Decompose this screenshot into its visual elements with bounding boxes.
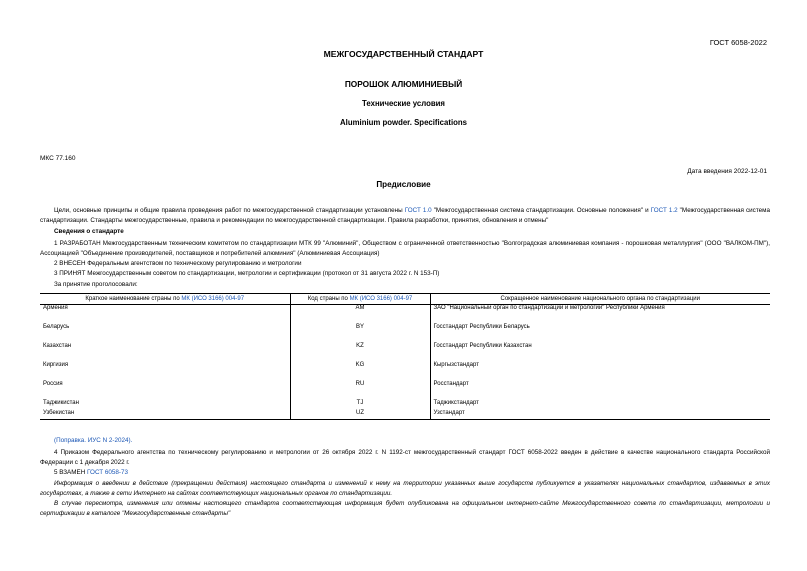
table-row	[40, 305, 770, 324]
amendment-link[interactable]: (Поправка. ИУС N 2-2024).	[54, 437, 133, 444]
table-row	[40, 381, 770, 400]
country-cell: Беларусь	[43, 323, 70, 330]
table-row	[40, 410, 770, 420]
code-cell: KZ	[290, 343, 430, 362]
table-header-row	[40, 294, 770, 305]
item-4-order: 4 Приказом Федерального агентства по техническому регулированию и метрологии от 26 октября 2022 г. N 1192-ст межгосударственный стандарт ГОСТ 6058-2022 введен в действие в качестве национального стандарта Российской Федерации с 1 декабря 2022 г.	[40, 449, 770, 466]
mks-code: МКС 77.160	[40, 155, 76, 162]
p1-text-a: Цели, основные принципы и общие правила проведения работ по межгосударственной стандартизации установлены	[54, 207, 405, 214]
gost-1-2-link[interactable]: ГОСТ 1.2	[650, 207, 678, 214]
header-country-name	[40, 294, 290, 305]
header-country-code	[290, 294, 430, 305]
item-5-text: 5 ВЗАМЕН	[54, 469, 87, 476]
mk-iso-link-2[interactable]: МК (ИСО 3166) 004-97	[349, 296, 413, 302]
info-paragraph-publication: Информация о введении в действие (прекращении действия) настоящего стандарта и изменений к нему на территории указанных выше государств публикуется в указателях национальных стандартов, издаваемых в этих государствах, а также в сети Интернет на сайтах соответствующих национальных органов по стандартизации.	[40, 480, 770, 497]
country-cell: Узбекистан	[40, 410, 290, 420]
header-code-text: Код страны по	[307, 296, 350, 302]
body-cell: Росстандарт	[433, 380, 469, 387]
table-row	[40, 362, 770, 381]
item-5-replaces	[40, 468, 770, 478]
standard-type-heading: МЕЖГОСУДАРСТВЕННЫЙ СТАНДАРТ	[323, 49, 484, 59]
table-row	[40, 343, 770, 362]
p1-text-b: "Межгосударственная система стандартизации. Основные положения" и	[431, 207, 651, 214]
table-row	[40, 324, 770, 343]
body-cell: Госстандарт Республики Казахстан	[433, 342, 532, 349]
p1-text-c: "Межгосударственная система стандартизации. Стандарты межгосударственные, правила и рекомендации по межгосударственной стандартизации. Правила разработки, принятия, обновления и отмены"	[40, 207, 770, 224]
document-subtitle: Технические условия	[362, 99, 445, 108]
info-paragraph-revision: В случае пересмотра, изменения или отмены настоящего стандарта соответствующая информация будет опубликована на официальном интернет-сайте Межгосударственного совета по стандартизации, метрологии и сертификации в каталоге "Межгосударственные стандарты"	[40, 500, 770, 517]
amendment-note	[40, 436, 770, 446]
foreword-paragraph-1	[40, 206, 770, 225]
document-title: ПОРОШОК АЛЮМИНИЕВЫЙ	[344, 79, 463, 89]
code-cell: UZ	[290, 410, 430, 420]
body-cell: Кыргызстандарт	[433, 361, 479, 368]
item-1-developed: 1 РАЗРАБОТАН Межгосударственным техническим комитетом по стандартизации МТК 99 "Алюминий", Обществом с ограниченной ответственностью "Волгоградская алюминиевая компания - порошковая металлургия" (ООО "ВАЛКОМ-ПМ"), Ассоциацией "Объединение производителей, поставщиков и потребителей алюминия" (Алюминиевая Ассоциация)	[40, 240, 770, 257]
country-cell: Киргизия	[43, 361, 69, 368]
country-cell: Россия	[43, 380, 63, 387]
country-cell: Армения	[43, 305, 68, 311]
country-cell: Таджикистан	[43, 399, 79, 406]
info-heading: Сведения о стандарте	[54, 228, 124, 235]
header-country-text: Краткое наименование страны по	[85, 296, 182, 302]
mk-iso-link-1[interactable]: МК (ИСО 3166) 004-97	[181, 296, 245, 302]
item-3-adopted: 3 ПРИНЯТ Межгосударственным советом по стандартизации, метрологии и сертификации (протокол от 31 августа 2022 г. N 153-П)	[54, 270, 440, 277]
code-cell: RU	[290, 381, 430, 400]
code-cell: AM	[290, 305, 430, 324]
body-cell: Госстандарт Республики Беларусь	[433, 323, 530, 330]
code-cell: KG	[290, 362, 430, 381]
code-cell: TJ	[290, 400, 430, 410]
code-cell: BY	[290, 324, 430, 343]
document-code: ГОСТ 6058-2022	[709, 38, 767, 47]
table-row	[40, 400, 770, 410]
body-cell: ЗАО "Национальный орган по стандартизации и метрологии" Республики Армения	[433, 305, 665, 311]
document-title-english: Aluminium powder. Specifications	[340, 118, 467, 127]
body-cell: Таджикстандарт	[433, 399, 479, 406]
gost-6058-73-link[interactable]: ГОСТ 6058-73	[87, 469, 128, 476]
foreword-heading: Предисловие	[376, 180, 431, 189]
item-2-submitted: 2 ВНЕСЕН Федеральным агентством по техническому регулированию и метрологии	[54, 260, 302, 267]
country-cell: Казахстан	[43, 342, 72, 349]
introduction-date: Дата введения 2022-12-01	[687, 168, 767, 175]
header-national-body: Сокращенное наименование национального органа по стандартизации	[430, 294, 770, 305]
gost-1-0-link[interactable]: ГОСТ 1.0	[404, 207, 432, 214]
voting-countries-table	[40, 293, 770, 420]
body-cell: Узстандарт	[430, 410, 770, 420]
voted-for-label: За принятие проголосовали:	[54, 281, 138, 288]
